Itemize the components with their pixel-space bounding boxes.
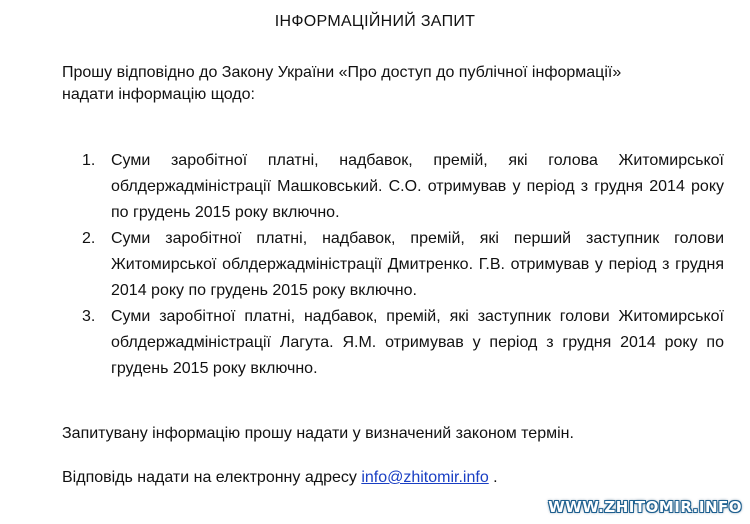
list-item-number: 3. bbox=[82, 308, 96, 325]
site-watermark: WWW.ZHITOMIR.INFO bbox=[548, 498, 742, 516]
list-item-text: Суми заробітної платні, надбавок, премій, які заступник голови Житомирської облдержадміністрації Лагута. Я.М. отримував у період з грудня 2014 року по грудень 2015 року включно. bbox=[111, 308, 724, 377]
list-item-number: 1. bbox=[82, 152, 96, 169]
reply-address-line bbox=[62, 469, 498, 487]
email-link[interactable]: info@zhitomir.info bbox=[361, 469, 489, 486]
list-item bbox=[74, 304, 724, 382]
document-title: ІНФОРМАЦІЙНИЙ ЗАПИТ bbox=[274, 13, 476, 30]
reply-suffix-text: . bbox=[488, 469, 498, 486]
request-items-list bbox=[74, 148, 724, 382]
request-deadline-text: Запитувану інформацію прошу надати у визначений законом термін. bbox=[62, 425, 574, 442]
intro-line-2: надати інформацію щодо: bbox=[62, 86, 255, 103]
intro-line-1: Прошу відповідно до Закону України «Про доступ до публічної інформації» bbox=[62, 64, 622, 81]
list-item-text: Суми заробітної платні, надбавок, премій, які перший заступник голови Житомирської облдержадміністрації Дмитренко. Г.В. отримував у період з грудня 2014 року по грудень 2015 року включно. bbox=[111, 230, 724, 299]
reply-prefix-text: Відповідь надати на електронну адресу bbox=[62, 469, 362, 486]
list-item-text: Суми заробітної платні, надбавок, премій, які голова Житомирської облдержадміністрації Машковський. С.О. отримував у період з грудня 2014 року по грудень 2015 року включно. bbox=[111, 152, 724, 221]
intro-paragraph bbox=[62, 62, 702, 106]
list-item-number: 2. bbox=[82, 230, 96, 247]
list-item bbox=[74, 226, 724, 304]
list-item bbox=[74, 148, 724, 226]
